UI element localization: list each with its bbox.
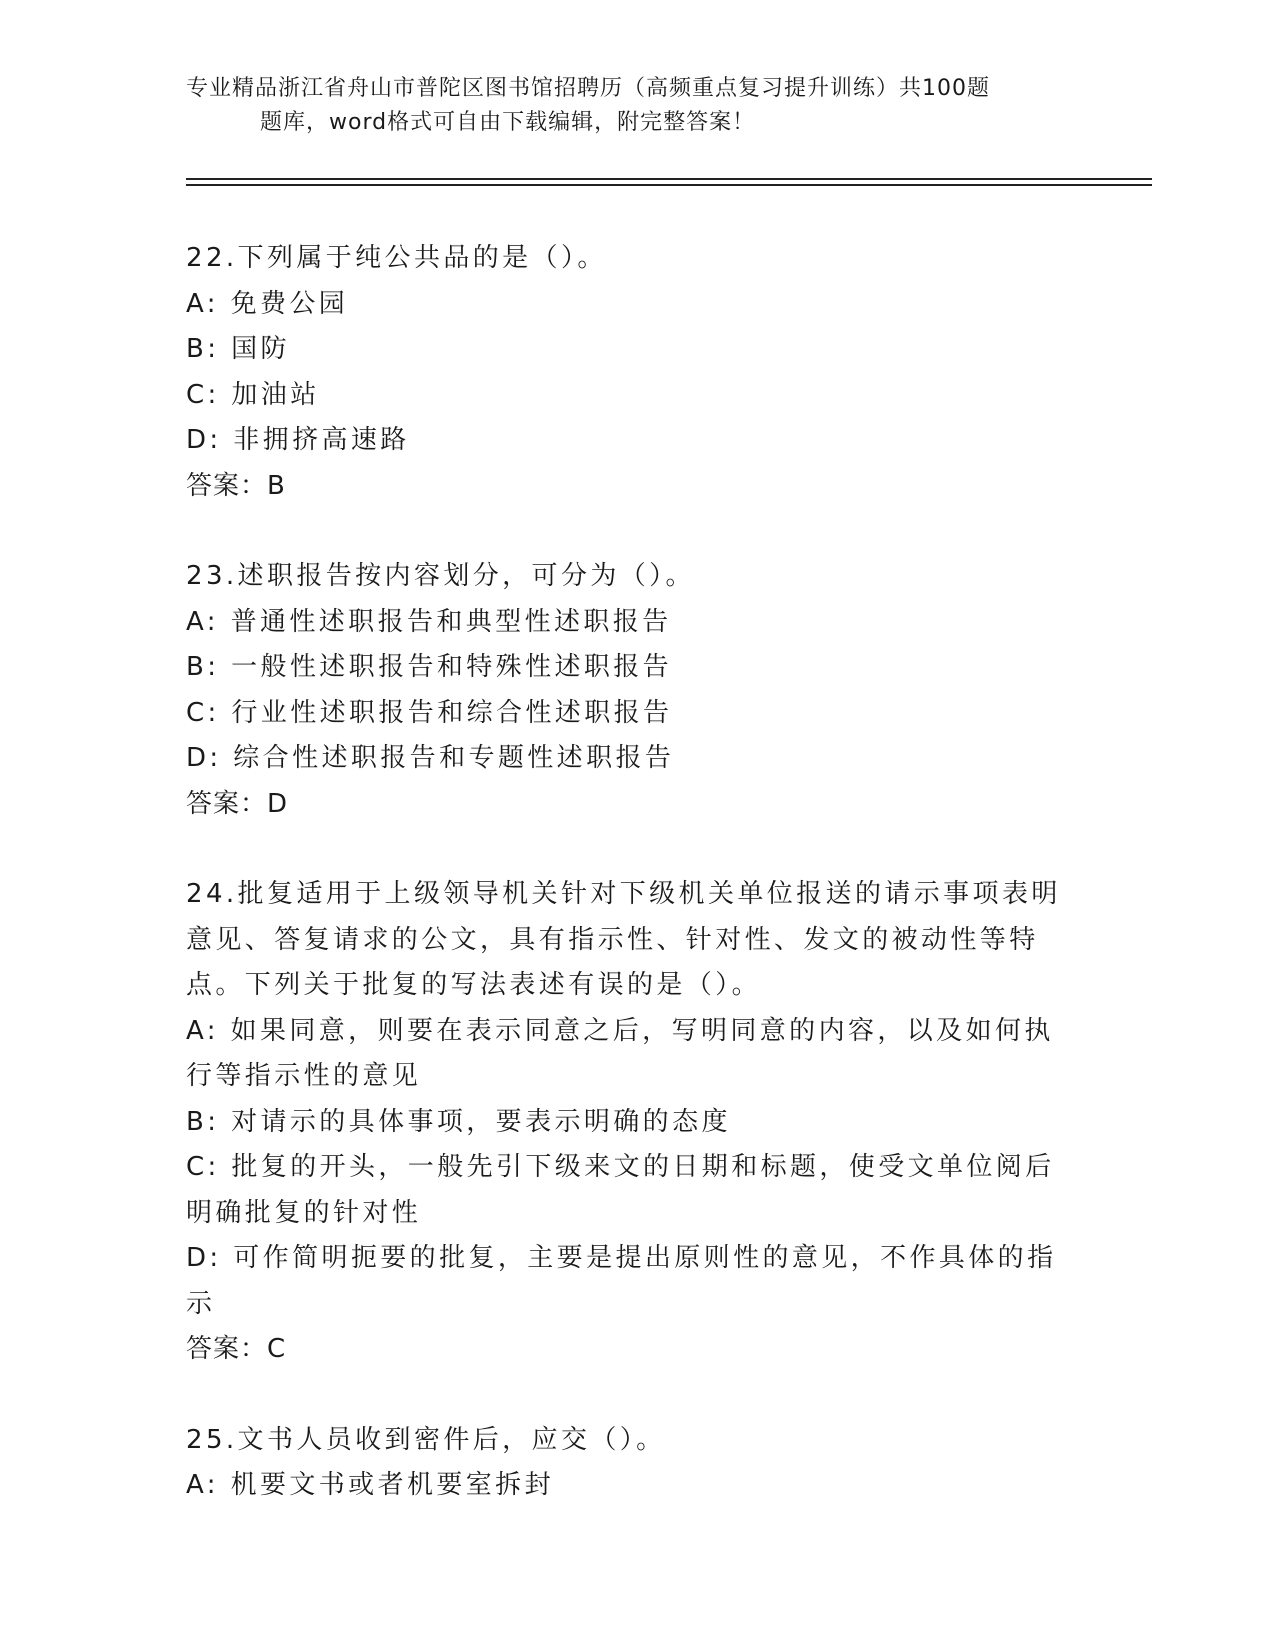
option-text: 普通性述职报告和典型性述职报告 — [230, 606, 672, 637]
option-text: 如果同意，则要在表示同意之后，写明同意的内容，以及如何执行等指示性的意见 — [186, 1015, 1054, 1091]
question-24 — [186, 872, 1086, 1373]
option-text: 加油站 — [231, 379, 320, 410]
question-25 — [186, 1418, 1086, 1509]
answer-line: 答案：B — [186, 470, 286, 501]
document-header — [186, 72, 1086, 140]
question-22 — [186, 236, 1086, 509]
option-key: D: — [186, 1243, 222, 1273]
option-key: B: — [186, 334, 220, 364]
option-key: A: — [186, 1015, 219, 1046]
option-text: 国防 — [231, 334, 290, 364]
question-stem: 25.文书人员收到密件后，应交（）。 — [186, 1424, 666, 1455]
option-key: D: — [186, 743, 222, 773]
option-d — [186, 736, 1076, 782]
header-divider-top — [186, 178, 1152, 180]
option-d — [186, 418, 1076, 464]
answer-line: 答案：C — [186, 1334, 287, 1364]
option-a — [186, 282, 1076, 328]
option-key: A: — [186, 288, 219, 319]
option-text: 综合性述职报告和专题性述职报告 — [233, 743, 675, 773]
option-key: C: — [186, 379, 220, 410]
question-stem: 23.述职报告按内容划分，可分为（）。 — [186, 561, 695, 591]
option-a — [186, 600, 1076, 646]
header-title-line1: 专业精品浙江省舟山市普陀区图书馆招聘历（高频重点复习提升训练）共100题 — [186, 76, 990, 101]
option-key: C: — [186, 1152, 220, 1182]
option-a — [186, 1009, 1076, 1100]
option-c — [186, 691, 1076, 737]
option-key: D: — [186, 425, 222, 455]
option-text: 可作简明扼要的批复，主要是提出原则性的意见，不作具体的指示 — [186, 1243, 1057, 1319]
option-text: 机要文书或者机要室拆封 — [230, 1470, 554, 1500]
option-key: C: — [186, 697, 220, 728]
question-23 — [186, 554, 1086, 827]
option-d — [186, 1236, 1076, 1327]
option-key: A: — [186, 606, 219, 637]
option-text: 行业性述职报告和综合性述职报告 — [231, 697, 673, 728]
header-title-line2: 题库，word格式可自由下载编辑，附完整答案！ — [260, 110, 756, 135]
question-list — [186, 236, 1086, 1554]
answer-line: 答案：D — [186, 788, 289, 819]
option-b — [186, 645, 1076, 691]
option-key: A: — [186, 1470, 219, 1500]
option-b — [186, 327, 1076, 373]
option-text: 批复的开头，一般先引下级来文的日期和标题，使受文单位阅后明确批复的针对性 — [186, 1152, 1055, 1228]
header-divider-bottom — [186, 184, 1152, 186]
option-c — [186, 373, 1076, 419]
option-text: 对请示的具体事项，要表示明确的态度 — [231, 1106, 731, 1137]
option-key: B: — [186, 652, 220, 682]
option-b — [186, 1100, 1076, 1146]
question-stem: 24.批复适用于上级领导机关针对下级机关单位报送的请示事项表明意见、答复请求的公文，具有指示性、针对性、发文的被动性等特点。下列关于批复的写法表述有误的是（）。 — [186, 879, 1061, 1000]
option-key: B: — [186, 1106, 220, 1137]
option-text: 一般性述职报告和特殊性述职报告 — [231, 652, 673, 682]
option-text: 非拥挤高速路 — [233, 425, 410, 455]
question-stem: 22.下列属于纯公共品的是（）。 — [186, 243, 607, 273]
option-text: 免费公园 — [230, 288, 349, 319]
option-c — [186, 1145, 1076, 1236]
option-a — [186, 1463, 1076, 1509]
